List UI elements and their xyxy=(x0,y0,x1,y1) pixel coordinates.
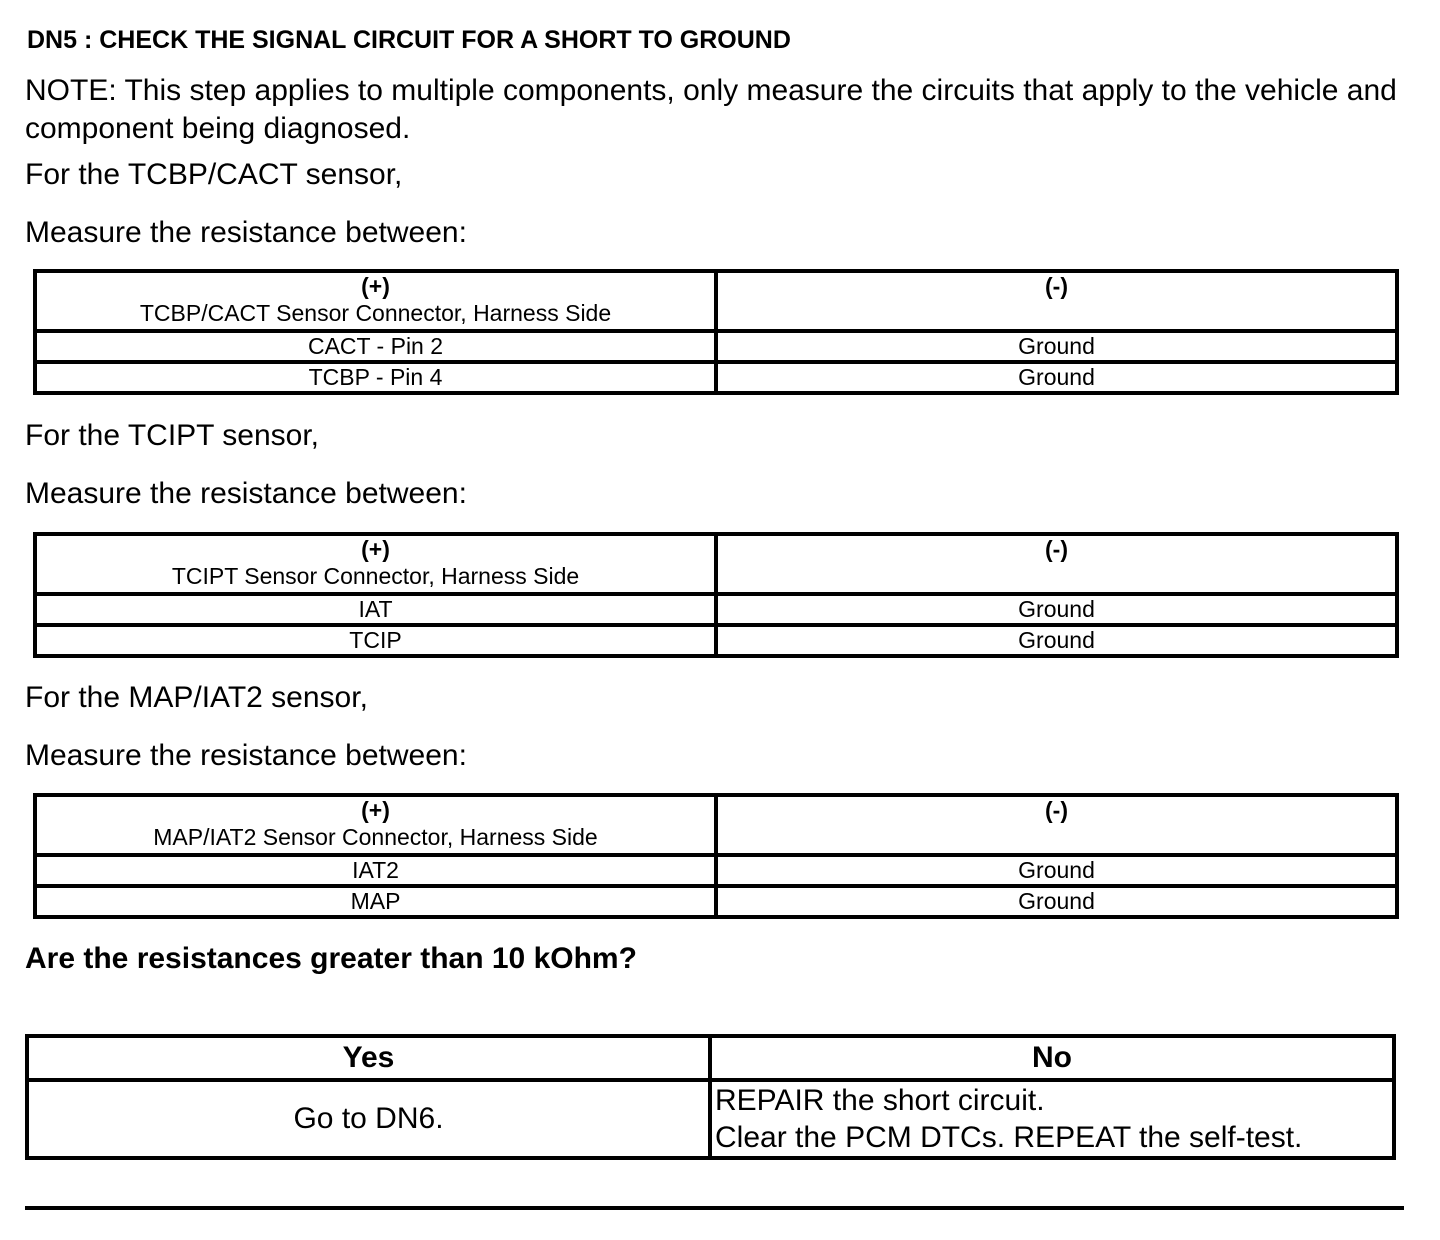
minus-cell: Ground xyxy=(716,625,1397,656)
minus-cell: Ground xyxy=(716,886,1397,917)
minus-sign: (-) xyxy=(1045,797,1068,823)
table-row xyxy=(35,594,1397,625)
table-row xyxy=(35,331,1397,362)
section-intro-map-iat2: For the MAP/IAT2 sensor, xyxy=(25,681,368,714)
plus-cell: CACT - Pin 2 xyxy=(35,331,716,362)
result-header-row xyxy=(27,1036,1394,1080)
minus-cell: Ground xyxy=(716,331,1397,362)
plus-header-label: TCBP/CACT Sensor Connector, Harness Side xyxy=(139,300,612,326)
minus-cell: Ground xyxy=(716,594,1397,625)
no-action-line: Clear the PCM DTCs. REPEAT the self-test. xyxy=(715,1121,1303,1154)
plus-header-cell xyxy=(35,534,716,594)
minus-cell: Ground xyxy=(716,362,1397,393)
plus-header-cell xyxy=(35,271,716,331)
yes-action: Go to DN6. xyxy=(27,1080,710,1158)
table-row xyxy=(35,625,1397,656)
yes-header: Yes xyxy=(27,1036,710,1080)
table-row xyxy=(35,362,1397,393)
section-instruction-tcbp-cact: Measure the resistance between: xyxy=(25,216,467,249)
measurement-table-tcbp-cact xyxy=(33,269,1399,395)
plus-header-label: MAP/IAT2 Sensor Connector, Harness Side xyxy=(153,824,598,850)
plus-cell: TCBP - Pin 4 xyxy=(35,362,716,393)
measurement-table-map-iat2 xyxy=(33,793,1399,919)
plus-sign: (+) xyxy=(361,536,390,562)
plus-sign: (+) xyxy=(361,273,390,299)
section-instruction-map-iat2: Measure the resistance between: xyxy=(25,739,467,772)
measurement-table-tcipt xyxy=(33,532,1399,658)
result-body-row xyxy=(27,1080,1394,1158)
table-header-row xyxy=(35,271,1397,331)
table-header-row xyxy=(35,534,1397,594)
plus-cell: TCIP xyxy=(35,625,716,656)
section-intro-tcipt: For the TCIPT sensor, xyxy=(25,419,320,452)
plus-sign: (+) xyxy=(361,797,390,823)
bottom-divider xyxy=(25,1206,1404,1210)
minus-header-cell xyxy=(716,271,1397,331)
note-text: NOTE: This step applies to multiple components, only measure the circuits that apply to the vehicle and component being diagnosed. xyxy=(25,74,1397,145)
section-instruction-tcipt: Measure the resistance between: xyxy=(25,477,467,510)
table-row xyxy=(35,886,1397,917)
no-action xyxy=(710,1080,1394,1158)
minus-sign: (-) xyxy=(1045,536,1068,562)
question-text: Are the resistances greater than 10 kOhm? xyxy=(25,942,637,975)
table-row xyxy=(35,855,1397,886)
plus-header-cell xyxy=(35,795,716,855)
plus-cell: IAT xyxy=(35,594,716,625)
plus-cell: IAT2 xyxy=(35,855,716,886)
step-title: DN5 : CHECK THE SIGNAL CIRCUIT FOR A SHORT TO GROUND xyxy=(27,26,791,54)
result-table xyxy=(25,1034,1396,1160)
section-intro-tcbp-cact: For the TCBP/CACT sensor, xyxy=(25,158,403,191)
table-header-row xyxy=(35,795,1397,855)
minus-sign: (-) xyxy=(1045,273,1068,299)
plus-header-label: TCIPT Sensor Connector, Harness Side xyxy=(171,563,580,589)
minus-header-cell xyxy=(716,534,1397,594)
no-action-line: REPAIR the short circuit. xyxy=(715,1084,1045,1117)
plus-cell: MAP xyxy=(35,886,716,917)
minus-header-cell xyxy=(716,795,1397,855)
no-header: No xyxy=(710,1036,1394,1080)
minus-cell: Ground xyxy=(716,855,1397,886)
